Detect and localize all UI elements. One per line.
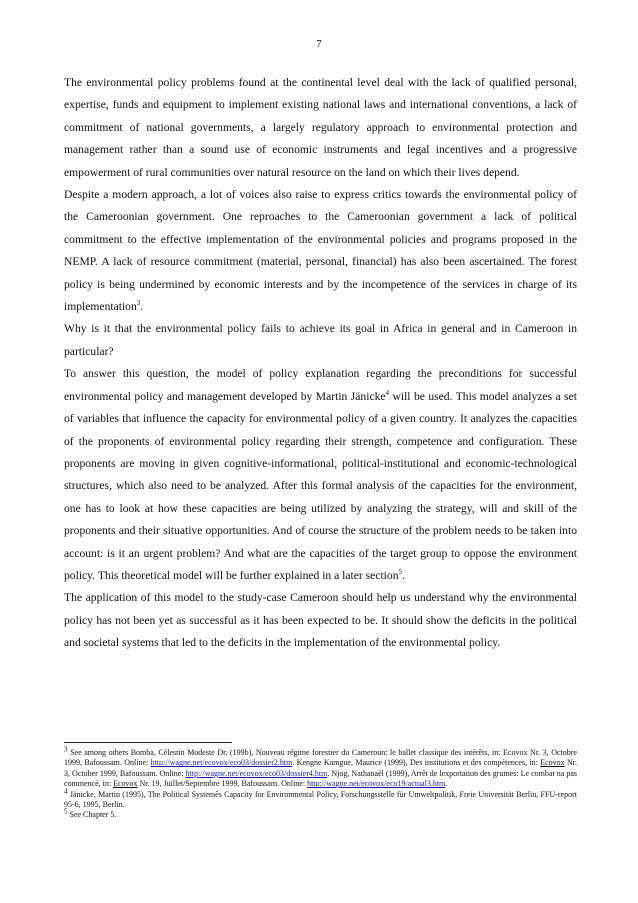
footnote-4	[64, 786, 577, 811]
paragraph-2	[64, 184, 577, 318]
paragraph-4-text: To answer this question, the model of policy explanation regarding the preconditions for successful environmental policy and management developed by Martin Jänicke	[64, 367, 577, 403]
paragraph-5	[64, 587, 577, 654]
footnote-3-marker: 3	[64, 745, 68, 754]
ecovox-citation-link[interactable]: Ecovox	[540, 758, 565, 768]
ecovox-dossier4-link[interactable]: http://wagne.net/ecovox/eco03/dossier4.htm	[185, 768, 328, 778]
paragraph-4-tail-2: .	[402, 568, 405, 582]
footnote-ref-4[interactable]: 4	[385, 388, 390, 397]
footnote-5-marker: 5	[64, 807, 68, 816]
footnote-3-text: . Njog, Nathanaël (1999), Arrêt de lexportation des grumes: Le combat na pas commencé, in:	[64, 768, 577, 789]
paragraph-4-tail: will be used. This model analyzes a set of variables that influence the capacity for environmental policy of a given country. It analyzes the capacities of the proponents of environmental policy regarding their strength, competence and configuration. These proponents are moving in given cognitive-informational, political-institutional and economic-technological structures, which also need to be analyzed. After this formal analysis of the capacities for the environment, one has to look at how these capacities are being utilized by analyzing the strategy, will and skill of the proponents and their situative opportunities. And of course the structure of the problem needs to be taken into account: is it an urgent problem? And what are the capacities of the target group to oppose the environment policy. This theoretical model will be further explained in a later section	[64, 389, 577, 582]
footnotes	[64, 745, 578, 821]
ecovox-dossier2-link[interactable]: http://wagne.net/ecovox/eco03/dossier2.htm	[150, 758, 293, 768]
footnote-divider	[64, 742, 232, 743]
paragraph-4	[64, 363, 577, 587]
footnote-3-text: .	[445, 779, 448, 789]
footnote-ref-3[interactable]: 3	[136, 299, 141, 308]
paragraph-5-text: The application of this model to the study-case Cameroon should help us understand why the environmental policy has not been yet as successful as it has been expected to be. It should show the deficits in the political and societal systems that led to the deficits in the implementation of the environmental policy.	[64, 591, 577, 650]
paragraph-2-tail: .	[140, 300, 144, 314]
paragraph-1	[64, 72, 577, 184]
footnote-5-text: See Chapter 5.	[67, 810, 117, 820]
footnote-3	[64, 745, 578, 790]
footnote-3-text: See among others Bomba, Célestin Modeste Dr. (199b), Nouveau régime forestier du Cameroun: le ballet classique des intérêts, in: Ecovox Nr. 3, Octobre 1999, Bafoussam. Online:	[64, 748, 577, 768]
footnote-4-marker: 4	[64, 786, 68, 795]
ecovox-citation-link[interactable]: Ecovox	[113, 779, 138, 789]
footnote-5	[64, 807, 577, 820]
footnote-3-text: Nr. 3, October 1999, Bafoussam. Online:	[64, 758, 578, 778]
paragraph-3	[64, 318, 577, 363]
body-text	[64, 72, 577, 655]
ecovox-actual3-link[interactable]: http://wagne.net/ecovox/eco19/actual3.htm	[307, 779, 446, 789]
footnote-ref-5[interactable]: 5	[398, 568, 402, 577]
footnote-3-text: . Kengne Kamgue, Maurice (1999), Des institutions et des compétences, in:	[292, 758, 541, 768]
paragraph-1-text: The environmental policy problems found at the continental level deal with the lack of qualified personal, expertise, funds and equipment to implement existing national laws and international conventions, a lack of commitment of national governments, a largely regulatory approach to environmental protection and management rather than a sound use of economic instruments and legal incentives and a progressive empowerment of rural communities over natural resource on the land on which their lives depend.	[64, 76, 577, 179]
page-number: 7	[316, 38, 322, 50]
paragraph-2-text: Despite a modern approach, a lot of voices also raise to express critics towards the environmental policy of the Cameroonian government. One reproaches to the Cameroonian government a lack of political commitment to the effective implementation of the environmental policies and programs proposed in the NEMP. A lack of resource commitment (material, personal, financial) has also been ascertained. The forest policy is being undermined by economic interests and by the incompetence of the services in charge of its implementation	[64, 188, 577, 314]
paragraph-3-text: Why is it that the environmental policy fails to achieve its goal in Africa in general and in Cameroon in particular?	[64, 322, 577, 358]
footnote-3-text: Nr. 19, Juillet/Septembre 1999, Bafoussam. Online:	[137, 779, 308, 789]
footnote-4-text: Jänicke, Martin (1995), The Political Systemês Capacity for Environmental Policy, Forschungsstelle für Umweltpolitik, Freie Universität Berlin, FFU-report 95-6, 1995, Berlin.	[64, 789, 577, 810]
